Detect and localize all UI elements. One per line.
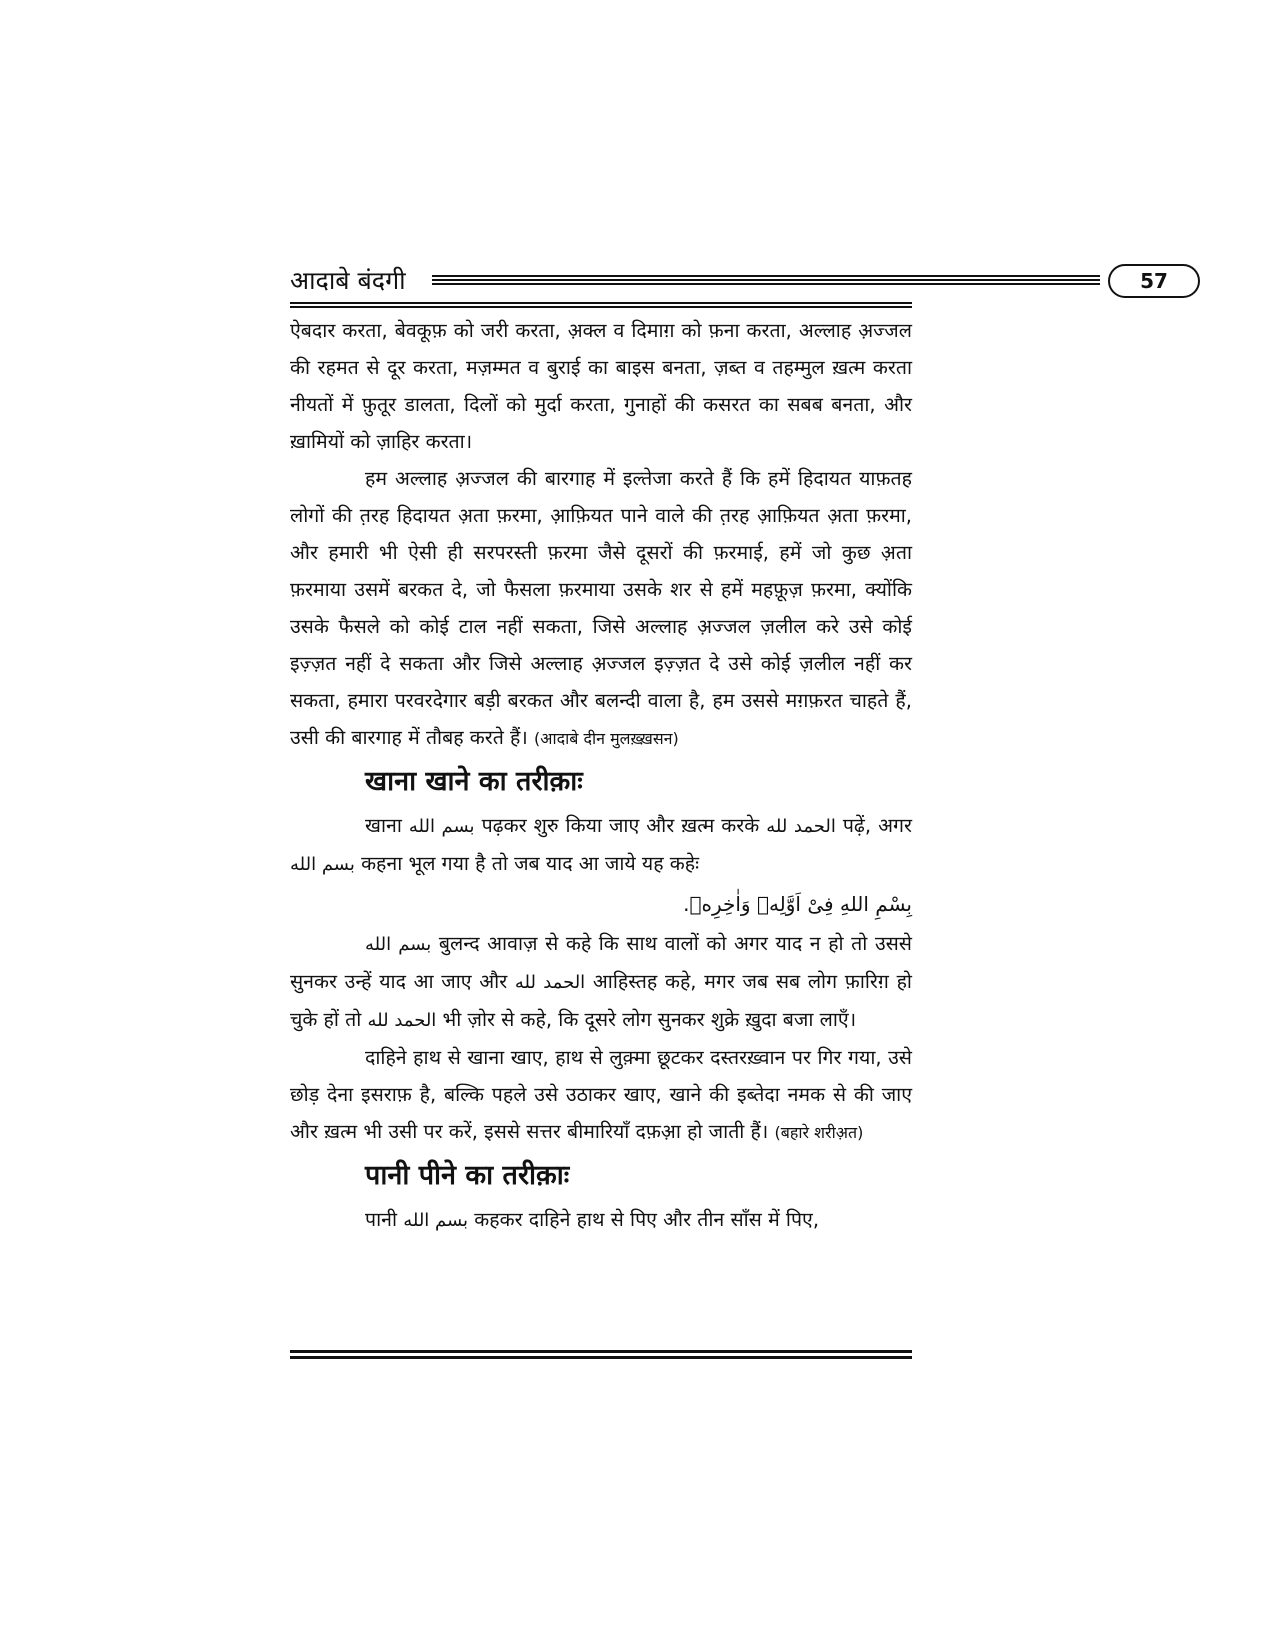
paragraph-text: खाना [365, 814, 402, 837]
citation: (बहारे शरीअ़त) [774, 1123, 864, 1142]
header-rule-lines [432, 275, 1100, 291]
arabic-dua: بِسْمِ اللهِ فِىْ اَوَّلِهٖ وَاٰخِرِهٖ. [683, 892, 912, 916]
paragraph-1 [290, 312, 912, 460]
header-divider [290, 302, 912, 308]
book-title: आदाबे बंदगी [290, 266, 406, 295]
paragraph-text: आहिस्तह कहे, मगर जब सब लोग फ़ारिग़ हो चुके हों तो [290, 970, 912, 1031]
paragraph-text: बुलन्द आवाज़ से कहे कि साथ वालों को अगर याद न हो तो उससे सुनकर उन्हें याद आ जाए और [290, 932, 912, 993]
arabic-phrase: الحمد لله [514, 972, 586, 993]
arabic-phrase: بسم الله [408, 816, 475, 837]
paragraph-4 [290, 925, 912, 1039]
arabic-phrase: الحمد لله [367, 1010, 437, 1031]
paragraph-text: हम अल्लाह अ़ज्जल की बारगाह में इल्तेजा करते हैं कि हमें हिदायत याफ़तह लोगों की त़रह हिदायत अ़ता फ़रमा, आ़फ़ियत पाने वाले की त़रह आ़फ़ियत अ़ता फ़रमा, और हमारी भी ऐसी ही सरपरस्ती फ़रमा जैसे दूसरों की फ़रमाई, हमें जो कुछ अ़ता फ़रमाया उसमें बरकत दे, जो फैसला फ़रमाया उसके शर से हमें महफ़ूज़ फ़रमा, क्योंकि उसके फैसले को कोई टाल नहीं सकता, जिसे अल्लाह अ़ज्जल ज़लील करे उसे कोई इज़्ज़त नहीं दे सकता और जिसे अल्लाह अ़ज्जल इज़्ज़त दे उसे कोई ज़लील नहीं कर सकता, हमारा परवरदेगार बड़ी बरकत और बलन्दी वाला है, हम उससे मग़फ़रत चाहते हैं, उसी की बारगाह में तौबह करते हैं। [290, 467, 912, 749]
paragraph-text: कहना भूल गया है तो जब याद आ जाये यह कहेः [361, 852, 700, 875]
footer-divider [290, 1350, 912, 1364]
arabic-phrase: بسم الله [290, 854, 355, 875]
paragraph-6 [290, 1201, 912, 1239]
page-number: 57 [1108, 264, 1200, 298]
section-heading-drinking: पानी पीने का तरीक़ाः [365, 1160, 570, 1191]
arabic-phrase: بسم الله [403, 1210, 469, 1231]
paragraph-2 [290, 460, 912, 757]
paragraph-5 [290, 1039, 912, 1151]
arabic-phrase: الحمد لله [766, 816, 836, 837]
paragraph-text: भी ज़ोर से कहे, कि दूसरे लोग सुनकर शुक्रे ख़ुदा बजा लाएँ। [442, 1008, 857, 1031]
paragraph-text: कहकर दाहिने हाथ से पिए और तीन साँस में पिए, [474, 1208, 820, 1231]
paragraph-3 [290, 807, 912, 883]
paragraph-text: पानी [365, 1208, 397, 1231]
citation: (आदाबे दीन मुलख़्ख़सन) [534, 729, 679, 748]
paragraph-text: पढ़ें, अगर [842, 814, 912, 837]
paragraph-text: पढ़कर शुरु किया जाए और ख़त्म करके [481, 814, 760, 837]
page-header [290, 262, 1168, 306]
paragraph-text: दाहिने हाथ से खाना खाए, हाथ से लुक़्मा छूटकर दस्तरख़्वान पर गिर गया, उसे छोड़ देना इसराफ़ है, बल्कि पहले उसे उठाकर खाए, खाने की इब्तेदा नमक से की जाए और ख़त्म भी उसी पर करें, इससे सत्तर बीमारियाँ दफ़अ़ा हो जाती हैं। [290, 1046, 912, 1143]
page-body [290, 312, 912, 1239]
section-heading-eating: खाना खाने का तरीक़ाः [365, 766, 583, 797]
arabic-phrase: بسم الله [365, 934, 432, 955]
paragraph-text: ऐबदार करता, बेवकूफ़ को जरी करता, अ़क्ल व दिमाग़ को फ़ना करता, अल्लाह अ़ज्जल की रहमत से दूर करता, मज़म्मत व बुराई का बाइस बनता, ज़ब्त व तहम्मुल ख़त्म करता नीयतों में फ़ुतूर डालता, दिलों को मुर्दा करता, गुनाहों की कसरत का सबब बनता, और ख़ामियों को ज़ाहिर करता। [290, 319, 912, 453]
